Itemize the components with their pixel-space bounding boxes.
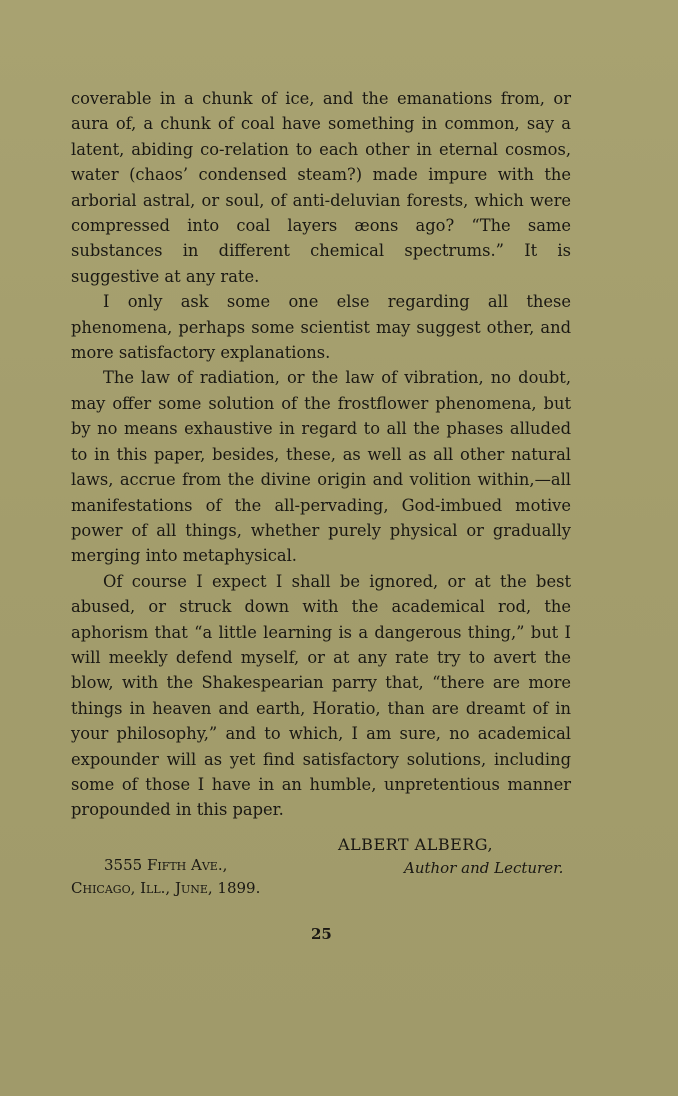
paragraph-3: The law of radiation, or the law of vibration, no doubt, may offer some solution of the frostflower phenomena, but by no means exhaustive in regard to all the phases alluded to in this paper, besides, these, as well as all other natural laws, accrue from the divine origin and volition within,—all manifestations of the all-pervading, God-imbued motive power of all things, whether purely physical or gradually merging into metaphysical. <box>71 368 571 566</box>
author-signature: ALBERT ALBERG, <box>338 835 494 854</box>
address-street: 3555 Fifth Ave., <box>104 856 228 874</box>
paragraph-4: Of course I expect I shall be ignored, or at the best abused, or struck down with the academical rod, the aphorism that “a little learning is a dangerous thing,” but I will meekly defend myself, or at any rate try to avert the blow, with the Shakespearian parry that, “there are more things in heaven and earth, Horatio, than are dreamt of in your philosophy,” and to which, I am sure, no academical expounder will as yet find satisfactory solutions, including some of those I have in an humble, unpretentious manner propounded in this paper. <box>71 571 571 820</box>
page-number: 25 <box>311 925 332 943</box>
paragraph-1: coverable in a chunk of ice, and the emanations from, or aura of, a chunk of coal have something in common, say a latent, abiding co-relation to each other in eternal cosmos, water (chaos’ condensed steam?) made impure with the arborial astral, or soul, of anti-deluvian forests, which were compressed into coal layers æons ago? “The same substances in different chemical spectrums.” It is suggestive at any rate. <box>71 89 571 286</box>
address-city-date: Chicago, Ill., June, 1899. <box>71 879 261 897</box>
body-text <box>71 86 571 823</box>
author-role: Author and Lecturer. <box>404 859 564 877</box>
paragraph-2: I only ask some one else regarding all these phenomena, perhaps some scientist may suggest other, and more satisfactory explanations. <box>71 292 571 363</box>
